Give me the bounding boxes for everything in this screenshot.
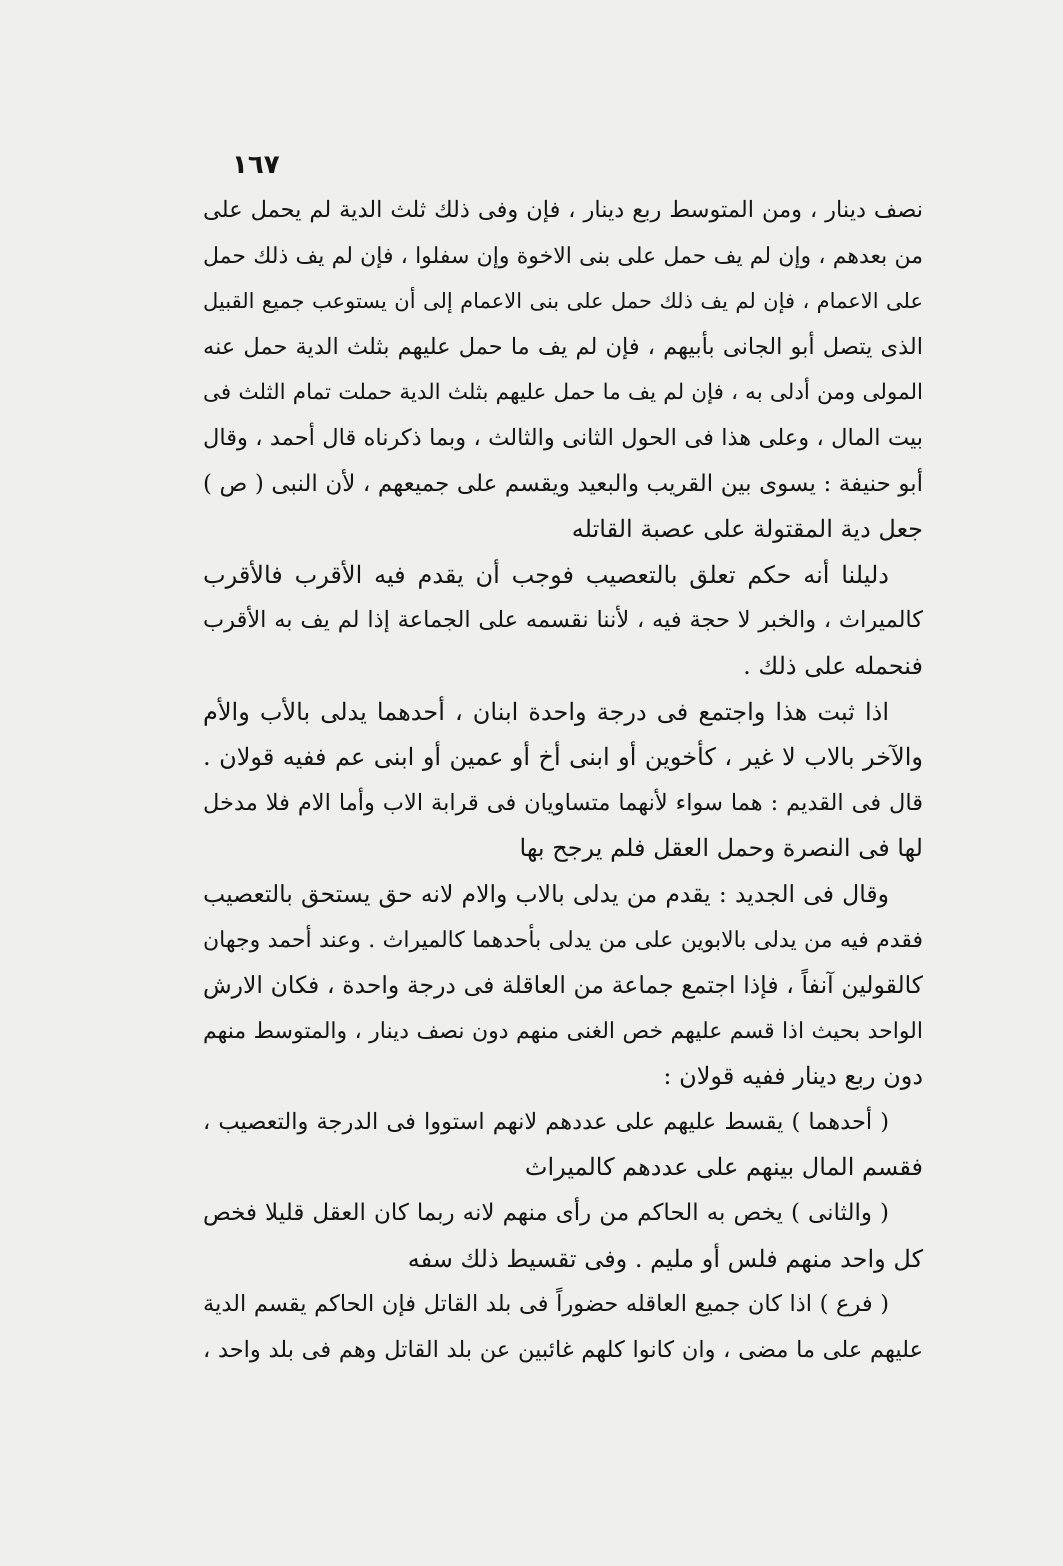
text-line: فقدم فيه من يدلى بالابوين على من يدلى بأحدهما كالميراث . وعند أحمد وجهان [203, 927, 923, 953]
body-text [203, 188, 923, 1373]
text-line: كالميراث ، والخبر لا حجة فيه ، لأننا نقسمه على الجماعة إذا لم يف به الأقرب [203, 607, 923, 634]
text-line: والآخر بالاب لا غير ، كأخوين أو ابنى أخ أو عمين أو ابنى عم ففيه قولان . [203, 743, 923, 772]
paragraph-4 [203, 872, 923, 1100]
text-line: الذى يتصل أبو الجانى بأبيهم ، فإن لم يف ما حمل عليهم بثلث الدية حمل عنه [203, 333, 923, 360]
text-line: من بعدهم ، وإن لم يف حمل على بنى الاخوة وإن سفلوا ، فإن لم يف ذلك حمل [203, 243, 923, 269]
text-line: فقسم المال بينهم على عددهم كالميراث [524, 1153, 923, 1182]
page-number: ١٦٧ [232, 150, 280, 180]
text-line: كل واحد منهم فلس أو مليم . وفى تقسيط ذلك سفه [407, 1244, 923, 1273]
paragraph-3 [203, 690, 923, 872]
text-line: اذا ثبت هذا واجتمع فى درجة واحدة ابنان ، أحدهما يدلى بالأب والأم [203, 697, 889, 726]
text-line: الواحد بحيث اذا قسم عليهم خص الغنى منهم دون نصف دينار ، والمتوسط منهم [203, 1018, 923, 1044]
text-line: جعل دية المقتولة على عصبة القاتله [571, 515, 923, 544]
paragraph-2 [203, 553, 923, 690]
text-line: وقال فى الجديد : يقدم من يدلى بالاب والام لانه حق يستحق بالتعصيب [203, 879, 889, 908]
text-line: أبو حنيفة : يسوى بين القريب والبعيد ويقسم على جميعهم ، لأن النبى ( ص ) [203, 470, 923, 497]
text-line: على الاعمام ، فإن لم يف ذلك حمل على بنى الاعمام إلى أن يستوعب جميع القبيل [203, 289, 923, 314]
paragraph-7 [203, 1282, 923, 1373]
paragraph-1 [203, 188, 923, 553]
text-line: ( أحدهما ) يقسط عليهم على عددهم لانهم استووا فى الدرجة والتعصيب ، [203, 1108, 889, 1135]
text-line: قال فى القديم : هما سواء لأنهما متساويان فى قرابة الاب وأما الام فلا مدخل [203, 789, 923, 816]
text-line: عليهم على ما مضى ، وان كانوا كلهم غائبين عن بلد القاتل وهم فى بلد واحد ، [203, 1336, 923, 1363]
paragraph-5 [203, 1100, 923, 1191]
text-line: فنحمله على ذلك . [743, 651, 923, 680]
paragraph-6 [203, 1191, 923, 1282]
text-line: ( والثانى ) يخص به الحاكم من رأى منهم لانه ربما كان العقل قليلا فخص [203, 1200, 889, 1227]
text-line: كالقولين آنفاً ، فإذا اجتمع جماعة من العاقلة فى درجة واحدة ، فكان الارش [203, 971, 923, 1000]
text-line: المولى ومن أدلى به ، فإن لم يف ما حمل عليهم بثلث الدية حملت تمام الثلث فى [203, 380, 923, 406]
text-line: نصف دينار ، ومن المتوسط ربع دينار ، فإن وفى ذلك ثلث الدية لم يحمل على [203, 197, 923, 223]
text-line: دون ربع دينار ففيه قولان : [663, 1062, 923, 1091]
text-line: لها فى النصرة وحمل العقل فلم يرجح بها [519, 834, 923, 863]
text-line: ( فرع ) اذا كان جميع العاقله حضوراً فى بلد القاتل فإن الحاكم يقسم الدية [203, 1291, 889, 1318]
text-line: دليلنا أنه حكم تعلق بالتعصيب فوجب أن يقدم فيه الأقرب فالأقرب [203, 560, 889, 589]
text-line: بيت المال ، وعلى هذا فى الحول الثانى والثالث ، وبما ذكرناه قال أحمد ، وقال [203, 424, 923, 451]
